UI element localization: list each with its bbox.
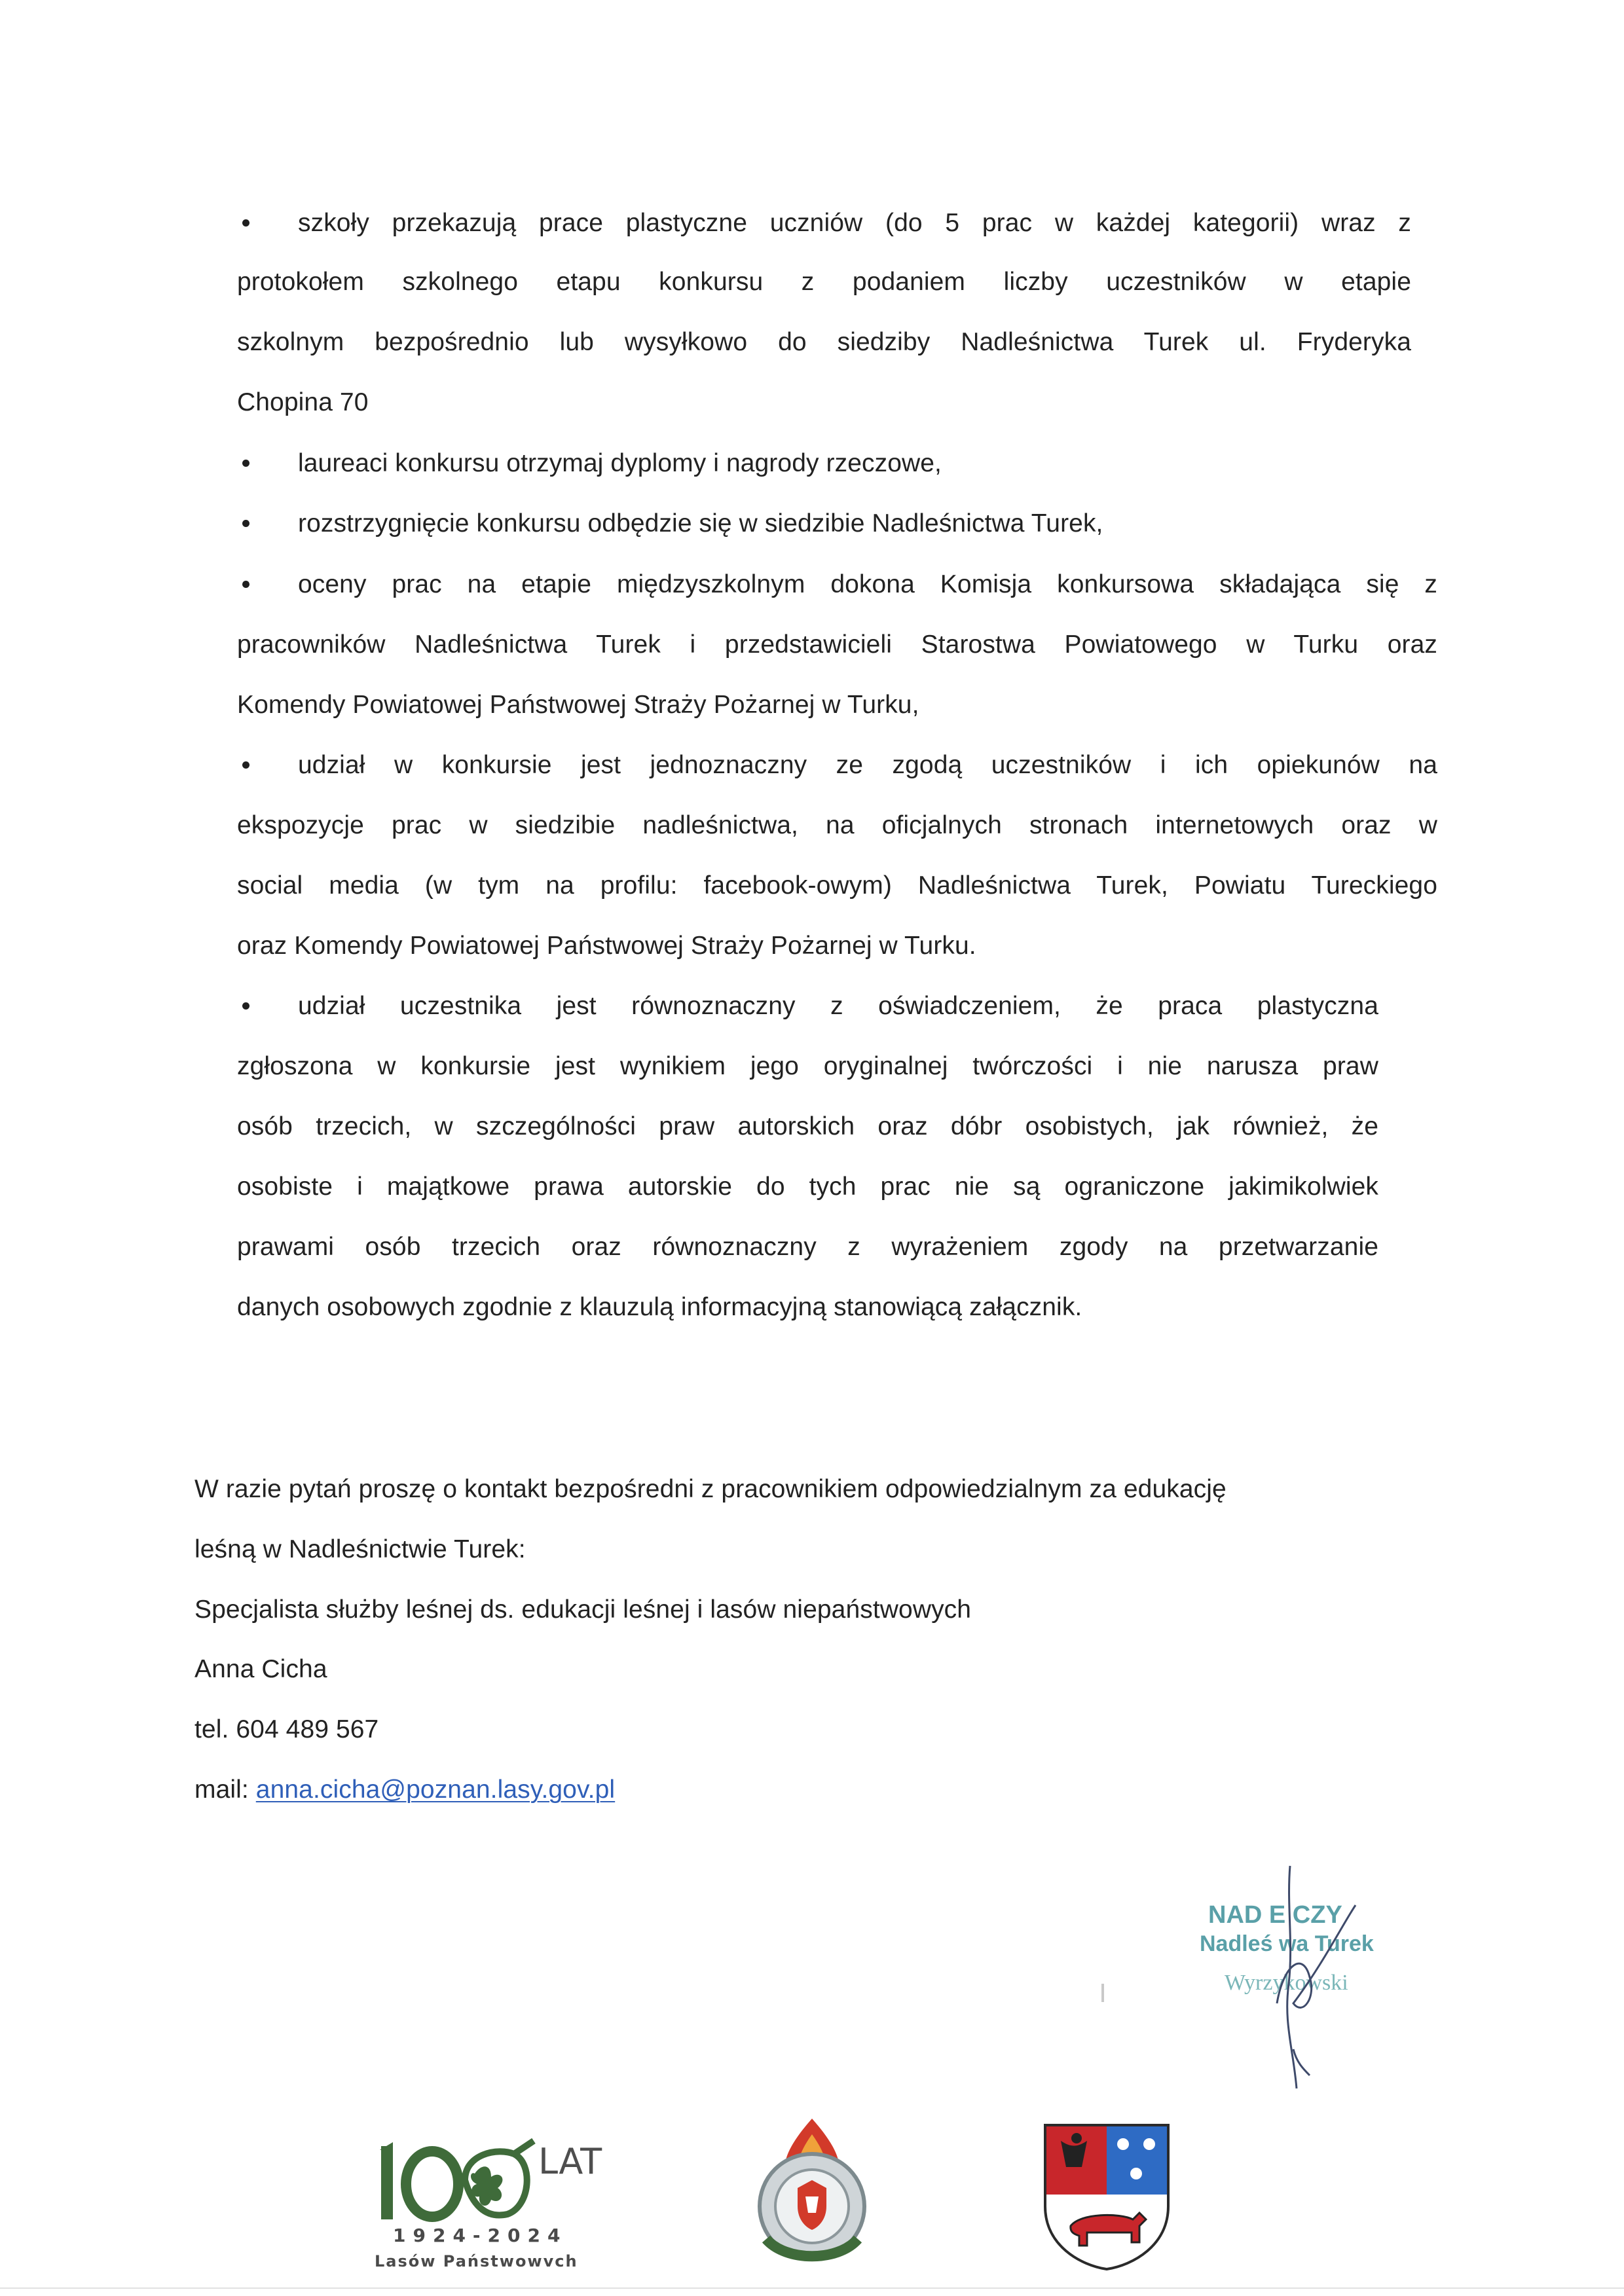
lat-years: 1924-2024	[393, 2225, 568, 2246]
paragraph-line: Komendy Powiatowej Państwowej Straży Pożarnej w Turku,	[237, 691, 919, 719]
stamp-mark	[1101, 1984, 1104, 2002]
official-stamp	[1179, 1853, 1454, 2102]
contact-intro-cont: leśną w Nadleśnictwie Turek:	[194, 1535, 526, 1563]
paragraph-line: szkoły przekazują prace plastyczne uczniów (do 5 prac w każdej kategorii) wraz z	[298, 209, 1411, 237]
paragraph-line: laureaci konkursu otrzymaj dyplomy i nagrody rzeczowe,	[298, 449, 942, 477]
contact-name: Anna Cicha	[194, 1655, 327, 1683]
contact-mail-row	[194, 1774, 615, 1806]
bullet	[242, 1002, 249, 1010]
paragraph-line: udział w konkursie jest jednoznaczny ze zgodą uczestników i ich opiekunów na	[298, 751, 1437, 779]
email-link[interactable]: anna.cicha@poznan.lasy.gov.pl	[255, 1776, 616, 1804]
fire-service-emblem	[747, 2115, 877, 2272]
paragraph-line: ekspozycje prac w siedzibie nadleśnictwa, na oficjalnych stronach internetowych oraz w	[237, 811, 1437, 839]
bullet	[242, 520, 249, 527]
paragraph-line: Chopina 70	[237, 388, 369, 416]
stamp-line-3: Wyrzykowski	[1225, 1971, 1348, 1995]
coat-of-arms-shield	[1041, 2121, 1172, 2272]
fire-service-logo	[747, 2115, 877, 2272]
paragraph-line: udział uczestnika jest równoznaczny z oświadczeniem, że praca plastyczna	[298, 992, 1378, 1020]
lat-caption: Lasów Państwowvch	[375, 2252, 578, 2270]
paragraph-line: social media (w tym na profilu: facebook-owym) Nadleśnictwa Turek, Powiatu Tureckiego	[237, 871, 1437, 900]
paragraph-line: danych osobowych zgodnie z klauzulą informacyjną stanowiącą załącznik.	[237, 1293, 1082, 1321]
paragraph-line: zgłoszona w konkursie jest wynikiem jego oryginalnej twórczości i nie narusza praw	[237, 1052, 1378, 1080]
paragraph-line: protokołem szkolnego etapu konkursu z podaniem liczby uczestników w etapie	[237, 268, 1411, 296]
paragraph-line: osób trzecich, w szczególności praw autorskich oraz dóbr osobistych, jak również, że	[237, 1112, 1378, 1140]
contact-phone: tel. 604 489 567	[194, 1715, 379, 1743]
coat-of-arms	[1041, 2121, 1172, 2272]
paragraph-line: prawami osób trzecich oraz równoznaczny z wyrażeniem zgody na przetwarzanie	[237, 1233, 1378, 1261]
contact-intro: W razie pytań proszę o kontakt bezpośredni z pracownikiem odpowiedzialnym za edukację	[194, 1475, 1227, 1503]
paragraph-line: pracowników Nadleśnictwa Turek i przedstawicieli Starostwa Powiatowego w Turku oraz	[237, 630, 1437, 659]
paragraph-line: oraz Komendy Powiatowej Państwowej Straży Pożarnej w Turku.	[237, 932, 976, 960]
lasy-100-lat-logo	[367, 2128, 616, 2278]
page-bottom-rule	[0, 2287, 1624, 2289]
bullet	[242, 761, 249, 769]
bullet	[242, 581, 249, 588]
mail-label: mail:	[194, 1776, 256, 1804]
paragraph-line: oceny prac na etapie międzyszkolnym dokona Komisja konkursowa składająca się z	[298, 570, 1437, 598]
bullet	[242, 460, 249, 467]
stamp-line-2: Nadleś wa Turek	[1200, 1931, 1374, 1956]
paragraph-line: szkolnym bezpośrednio lub wysyłkowo do siedziby Nadleśnictwa Turek ul. Fryderyka	[237, 328, 1411, 356]
paragraph-line: rozstrzygnięcie konkursu odbędzie się w siedzibie Nadleśnictwa Turek,	[298, 509, 1103, 538]
lat-word: LAT	[538, 2141, 602, 2182]
stamp-line-1: NAD E CZY	[1208, 1901, 1342, 1929]
paragraph-line: osobiste i majątkowe prawa autorskie do tych prac nie są ograniczone jakimikolwiek	[237, 1173, 1378, 1201]
handwritten-signature	[1179, 1853, 1454, 2102]
bullet	[242, 219, 249, 227]
contact-role: Specjalista służby leśnej ds. edukacji leśnej i lasów niepaństwowych	[194, 1595, 972, 1624]
